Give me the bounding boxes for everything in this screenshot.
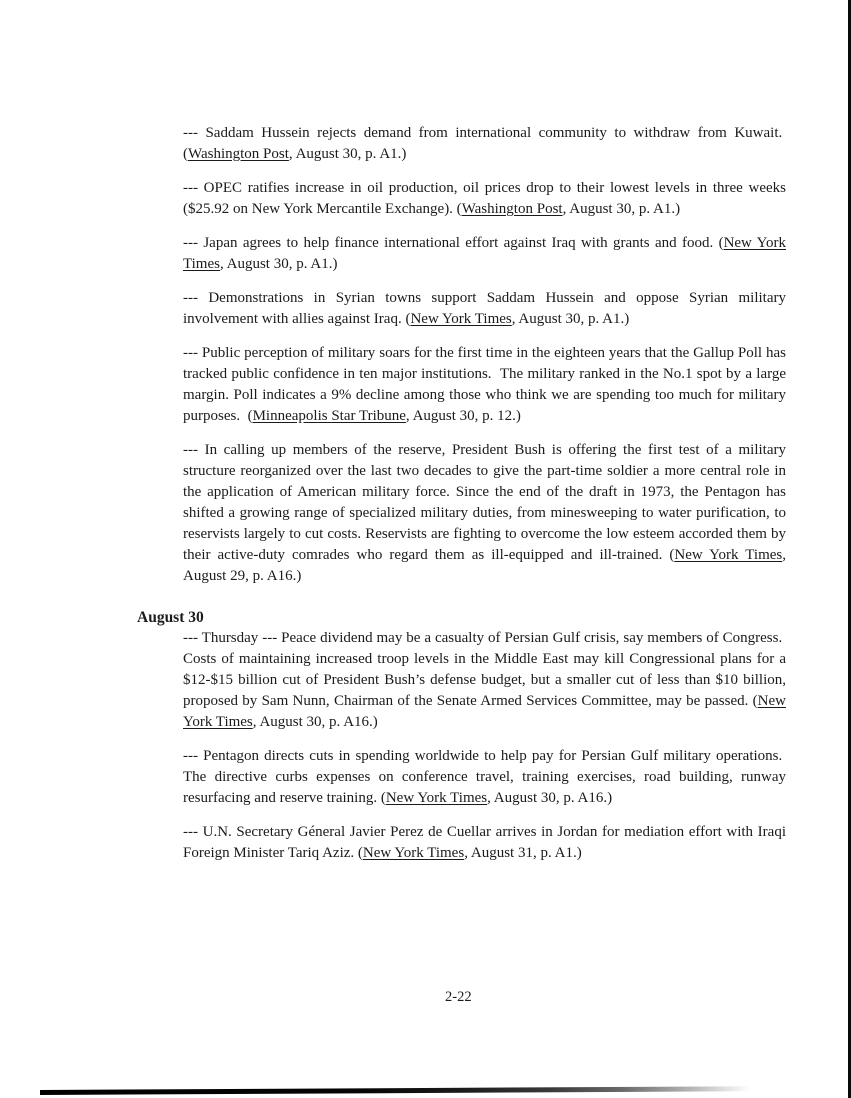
citation-source: Washington Post bbox=[461, 201, 563, 217]
scan-artifact-bottom-line bbox=[40, 1086, 750, 1095]
citation-source: Minneapolis Star Tribune bbox=[252, 408, 406, 424]
news-item bbox=[183, 822, 786, 864]
citation-source: New York Times bbox=[674, 547, 783, 563]
news-text: , August 30, p. A1.) bbox=[562, 201, 681, 217]
news-text: , August 30, p. A16.) bbox=[487, 790, 613, 806]
section-date-heading: August 30 bbox=[137, 609, 204, 626]
news-text: --- Saddam Hussein rejects demand from international community to withdraw from Kuwait. ( bbox=[183, 125, 786, 162]
news-text: , August 30, p. A16.) bbox=[252, 714, 378, 730]
news-text: --- Public perception of military soars for the first time in the eighteen years that the Gallup Poll has tracked public confidence in ten major institutions. The military ranked in the No.1 spot by a large margin. Poll indicates a 9% decline among those who think we are spending too much for military purposes. ( bbox=[183, 345, 786, 424]
news-text: , August 30, p. A1.) bbox=[219, 256, 338, 272]
news-item bbox=[183, 628, 786, 733]
news-text: , August 30, p. 12.) bbox=[405, 408, 521, 424]
news-text: --- Pentagon directs cuts in spending worldwide to help pay for Persian Gulf military operations. The directive curbs expenses on conference travel, training exercises, road building, runway resurfacing and reserve training. ( bbox=[183, 748, 786, 806]
date-section bbox=[183, 123, 786, 587]
news-text: --- Demonstrations in Syrian towns support Saddam Hussein and oppose Syrian military involvement with allies against Iraq. ( bbox=[183, 290, 786, 327]
news-item bbox=[183, 233, 786, 275]
citation-source: New York Times bbox=[385, 790, 488, 806]
citation-source: New York Times bbox=[410, 311, 512, 327]
news-text: --- U.N. Secretary Géneral Javier Perez de Cuellar arrives in Jordan for mediation effort with Iraqi Foreign Minister Tariq Aziz. ( bbox=[183, 824, 786, 861]
news-item bbox=[183, 123, 786, 165]
citation-source: Washington Post bbox=[188, 146, 289, 162]
news-text: --- Thursday --- Peace dividend may be a casualty of Persian Gulf crisis, say members of Congress. Costs of maintaining increased troop levels in the Middle East may kill Congressional plans for a $12-$15 billion cut of President Bush’s defense budget, but a smaller cut of less than $10 billion, proposed by Sam Nunn, Chairman of the Senate Armed Services Committee, may be passed. ( bbox=[183, 630, 786, 709]
news-text: , August 29, p. A16.) bbox=[183, 547, 786, 584]
sections bbox=[137, 123, 786, 864]
news-text: , August 31, p. A1.) bbox=[464, 845, 582, 861]
news-text: --- OPEC ratifies increase in oil production, oil prices drop to their lowest levels in three weeks ($25.92 on New York Mercantile Exchange). ( bbox=[183, 180, 786, 217]
citation-source: New York Times bbox=[362, 845, 465, 861]
page-number: 2-22 bbox=[445, 989, 472, 1005]
news-text: --- In calling up members of the reserve, President Bush is offering the first test of a military structure reorganized over the last two decades to give the part-time soldier a more central role in the application of American military force. Since the end of the draft in 1973, the Pentagon has shifted a growing range of specialized military duties, from minesweeping to water purification, to reservists largely to cut costs. Reservists are fighting to overcome the low esteem accorded them by their active-duty comrades who regard them as ill-equipped and ill-trained. ( bbox=[183, 442, 786, 563]
news-item bbox=[183, 288, 786, 330]
news-text: , August 30, p. A1.) bbox=[511, 311, 630, 327]
citation-source: New York Times bbox=[183, 235, 786, 272]
news-item bbox=[183, 343, 786, 427]
date-section bbox=[137, 607, 786, 864]
news-item bbox=[183, 746, 786, 809]
news-item bbox=[183, 178, 786, 220]
citation-source: New York Times bbox=[183, 693, 786, 730]
news-text: --- Japan agrees to help finance international effort against Iraq with grants and food. ( bbox=[183, 235, 724, 251]
document-body bbox=[137, 123, 786, 864]
news-item bbox=[183, 440, 786, 587]
news-text: , August 30, p. A1.) bbox=[288, 146, 407, 162]
